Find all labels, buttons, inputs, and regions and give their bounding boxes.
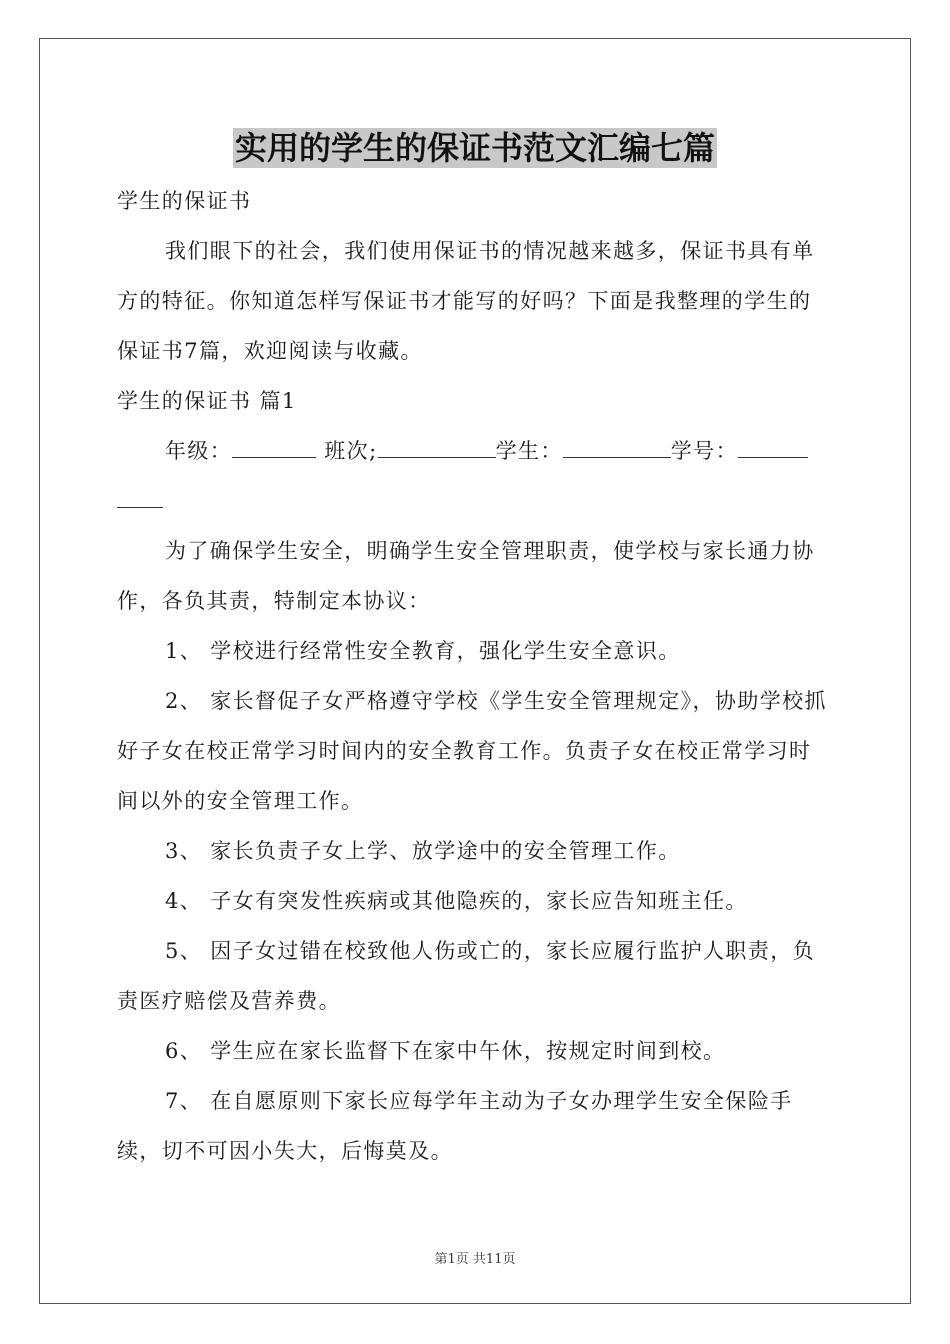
intro-paragraph: 我们眼下的社会，我们使用保证书的情况越来越多，保证书具有单方的特征。你知道怎样写保证书才能写的好吗？下面是我整理的学生的保证书7篇，欢迎阅读与收藏。 — [117, 239, 815, 363]
page-footer: 第1页 共11页 — [434, 1252, 516, 1267]
grade-label: 年级： — [165, 439, 233, 463]
student-label: 学生： — [495, 439, 563, 463]
section-heading: 学生的保证书 篇1 — [117, 389, 297, 413]
document-title: 实用的学生的保证书范文汇编七篇 — [234, 129, 715, 167]
grade-blank — [232, 439, 316, 458]
subtitle: 学生的保证书 — [117, 189, 252, 213]
form-line — [117, 426, 833, 526]
list-item: 6、 学生应在家长监督下在家中午休，按规定时间到校。 — [165, 1039, 726, 1063]
number-label: 学号： — [670, 439, 738, 463]
list-item: 3、 家长负责子女上学、放学途中的安全管理工作。 — [165, 839, 681, 863]
class-label: 班次; — [324, 439, 378, 463]
list-item: 7、 在自愿原则下家长应每学年主动为子女办理学生安全保险手续，切不可因小失大，后悔莫及。 — [117, 1089, 793, 1163]
student-blank — [563, 439, 671, 458]
list-item: 5、 因子女过错在校致他人伤或亡的，家长应履行监护人职责，负责医疗赔偿及营养费。 — [117, 939, 816, 1013]
list-item: 1、 学校进行经常性安全教育，强化学生安全意识。 — [165, 639, 681, 663]
list-item: 4、 子女有突发性疾病或其他隐疾的，家长应告知班主任。 — [165, 889, 748, 913]
title-container — [0, 128, 950, 168]
list-item: 2、 家长督促子女严格遵守学校《学生安全管理规定》，协助学校抓好子女在校正常学习时间内的安全教育工作。负责子女在校正常学习时间以外的安全管理工作。 — [117, 689, 827, 813]
document-body — [117, 176, 833, 1176]
agreement-intro: 为了确保学生安全，明确学生安全管理职责，使学校与家长通力协作，各负其责，特制定本协议： — [117, 539, 815, 613]
class-blank — [378, 439, 496, 458]
number-blank — [738, 439, 808, 458]
number-blank-cont — [117, 489, 163, 508]
